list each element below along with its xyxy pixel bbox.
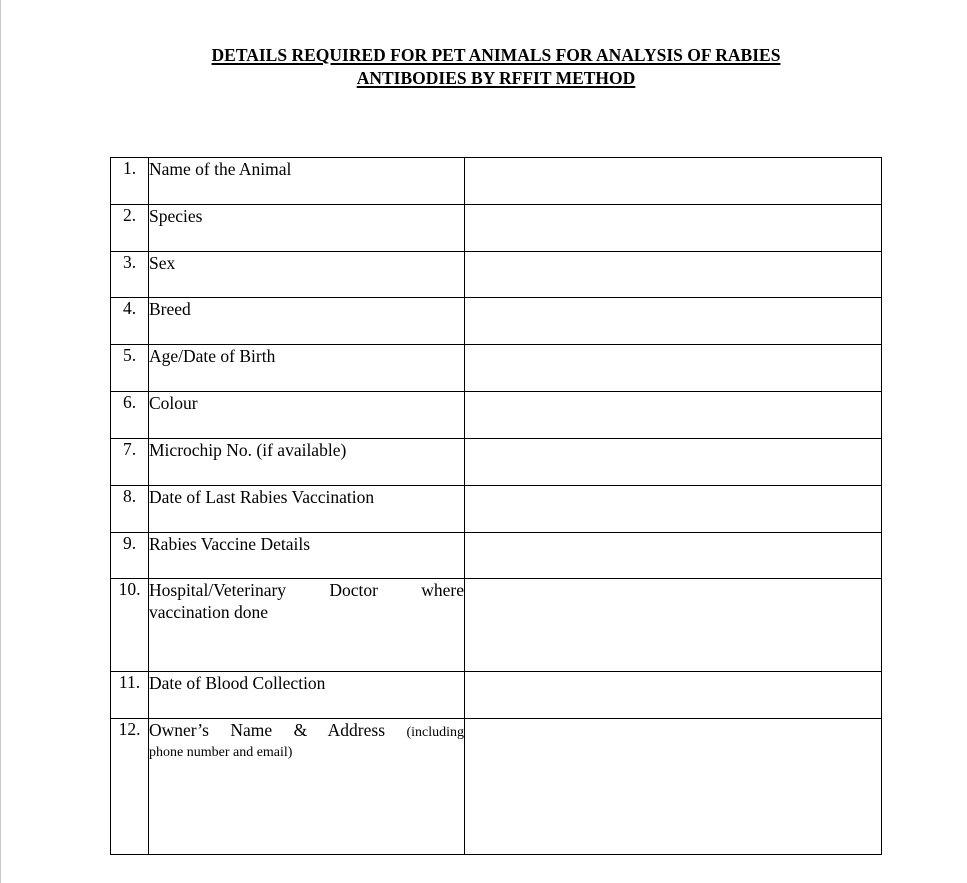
document-title-line-2: ANTIBODIES BY RFFIT METHOD bbox=[356, 68, 636, 88]
row-label-hospital-line-2: vaccination done bbox=[149, 602, 269, 622]
row-label-age: Age/Date of Birth bbox=[149, 345, 465, 392]
table-row bbox=[111, 486, 882, 533]
row-number: 9. bbox=[111, 533, 149, 579]
row-number: 7. bbox=[111, 439, 149, 486]
row-label-species: Species bbox=[149, 205, 465, 252]
table-row bbox=[111, 579, 882, 672]
row-value-sex[interactable] bbox=[465, 252, 882, 298]
row-value-breed[interactable] bbox=[465, 298, 882, 345]
pet-details-table bbox=[110, 157, 882, 855]
row-label-owner-line-1 bbox=[149, 719, 464, 744]
table-row bbox=[111, 298, 882, 345]
row-label-hospital bbox=[149, 579, 465, 672]
row-value-colour[interactable] bbox=[465, 392, 882, 439]
table-row bbox=[111, 719, 882, 855]
row-label-owner-main: Owner’s Name & Address bbox=[149, 720, 386, 740]
row-value-owner[interactable] bbox=[465, 719, 882, 855]
row-value-microchip[interactable] bbox=[465, 439, 882, 486]
row-label-animal-name: Name of the Animal bbox=[149, 158, 465, 205]
row-number: 4. bbox=[111, 298, 149, 345]
row-number: 3. bbox=[111, 252, 149, 298]
row-label-colour: Colour bbox=[149, 392, 465, 439]
row-value-vaccine-details[interactable] bbox=[465, 533, 882, 579]
row-value-blood-collection[interactable] bbox=[465, 672, 882, 719]
row-number: 2. bbox=[111, 205, 149, 252]
row-number: 8. bbox=[111, 486, 149, 533]
document-title-line-1: DETAILS REQUIRED FOR PET ANIMALS FOR ANALYSIS OF RABIES bbox=[211, 45, 781, 65]
row-label-hospital-line-1: Hospital/Veterinary Doctor where bbox=[149, 580, 464, 600]
table-row bbox=[111, 392, 882, 439]
row-value-age[interactable] bbox=[465, 345, 882, 392]
table-row bbox=[111, 205, 882, 252]
row-label-last-vaccination: Date of Last Rabies Vaccination bbox=[149, 486, 465, 533]
row-value-animal-name[interactable] bbox=[465, 158, 882, 205]
row-label-owner-note-1: (including bbox=[406, 725, 465, 740]
row-value-hospital[interactable] bbox=[465, 579, 882, 672]
row-label-owner-note-2: phone number and email) bbox=[149, 745, 293, 760]
row-number: 6. bbox=[111, 392, 149, 439]
document-title bbox=[110, 44, 882, 90]
table-row bbox=[111, 252, 882, 298]
table-row bbox=[111, 672, 882, 719]
row-number: 12. bbox=[111, 719, 149, 855]
row-label-vaccine-details: Rabies Vaccine Details bbox=[149, 533, 465, 579]
row-value-last-vaccination[interactable] bbox=[465, 486, 882, 533]
row-number: 11. bbox=[111, 672, 149, 719]
row-number: 1. bbox=[111, 158, 149, 205]
table-row bbox=[111, 533, 882, 579]
row-label-breed: Breed bbox=[149, 298, 465, 345]
row-number: 10. bbox=[111, 579, 149, 672]
row-label-sex: Sex bbox=[149, 252, 465, 298]
row-label-microchip: Microchip No. (if available) bbox=[149, 439, 465, 486]
page-left-edge bbox=[0, 0, 1, 883]
row-value-species[interactable] bbox=[465, 205, 882, 252]
row-label-owner bbox=[149, 719, 465, 855]
row-number: 5. bbox=[111, 345, 149, 392]
table-row bbox=[111, 439, 882, 486]
row-label-blood-collection: Date of Blood Collection bbox=[149, 672, 465, 719]
table-row bbox=[111, 158, 882, 205]
table-row bbox=[111, 345, 882, 392]
